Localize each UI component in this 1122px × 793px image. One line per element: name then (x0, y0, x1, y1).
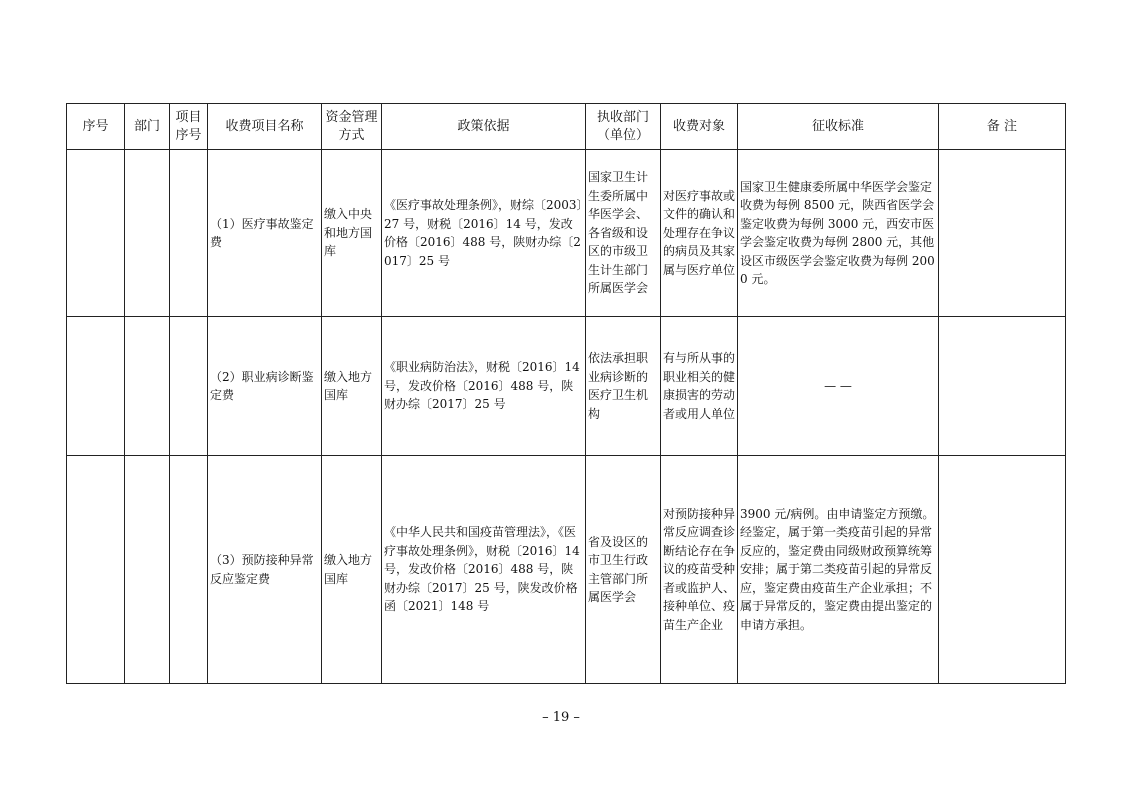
cell-collector: 国家卫生计生委所属中华医学会、各省级和设区的市级卫生计生部门所属医学会 (586, 150, 661, 317)
header-target: 收费对象 (661, 104, 738, 150)
cell-collector: 省及设区的市卫生行政主管部门所属医学会 (586, 456, 661, 684)
header-collector: 执收部门（单位） (586, 104, 661, 150)
cell-remark (939, 150, 1066, 317)
header-item-name: 收费项目名称 (208, 104, 322, 150)
cell-dept (125, 150, 170, 317)
header-policy: 政策依据 (382, 104, 586, 150)
cell-item-name: （3）预防接种异常反应鉴定费 (208, 456, 322, 684)
cell-policy: 《职业病防治法》，财税〔2016〕14 号，发改价格〔2016〕488 号，陕财办综〔2017〕25 号 (382, 317, 586, 456)
cell-item-seq (170, 317, 208, 456)
header-dept: 部门 (125, 104, 170, 150)
header-fund-mgmt: 资金管理方式 (322, 104, 382, 150)
cell-seq (67, 150, 125, 317)
cell-remark (939, 456, 1066, 684)
cell-policy: 《医疗事故处理条例》，财综〔2003〕27 号，财税〔2016〕14 号，发改价格〔2016〕488 号，陕财办综〔2017〕25 号 (382, 150, 586, 317)
cell-dept (125, 317, 170, 456)
header-remark: 备 注 (939, 104, 1066, 150)
cell-remark (939, 317, 1066, 456)
header-standard: 征收标准 (738, 104, 939, 150)
cell-seq (67, 317, 125, 456)
cell-fund-mgmt: 缴入中央和地方国库 (322, 150, 382, 317)
cell-standard: 国家卫生健康委所属中华医学会鉴定收费为每例 8500 元，陕西省医学会鉴定收费为每例 3000 元，西安市医学会鉴定收费为每例 2800 元，其他设区市级医学会鉴定收费为每例 2000 元。 (738, 150, 939, 317)
cell-dept (125, 456, 170, 684)
cell-policy: 《中华人民共和国疫苗管理法》，《医疗事故处理条例》，财税〔2016〕14 号，发改价格〔2016〕488 号，陕财办综〔2017〕25 号，陕发改价格函〔2021〕148 号 (382, 456, 586, 684)
table-header-row (67, 104, 1066, 150)
cell-standard: 3900 元/病例。由申请鉴定方预缴。经鉴定，属于第一类疫苗引起的异常反应的，鉴定费由同级财政预算统筹安排；属于第二类疫苗引起的异常反应，鉴定费由疫苗生产企业承担；不属于异常反的，鉴定费由提出鉴定的申请方承担。 (738, 456, 939, 684)
table-row (67, 150, 1066, 317)
cell-item-name: （1）医疗事故鉴定费 (208, 150, 322, 317)
cell-seq (67, 456, 125, 684)
cell-standard: — — (738, 317, 939, 456)
cell-target: 有与所从事的职业相关的健康损害的劳动者或用人单位 (661, 317, 738, 456)
header-seq: 序号 (67, 104, 125, 150)
cell-item-seq (170, 456, 208, 684)
cell-target: 对医疗事故或文件的确认和处理存在争议的病员及其家属与医疗单位 (661, 150, 738, 317)
header-item-seq: 项目序号 (170, 104, 208, 150)
cell-item-seq (170, 150, 208, 317)
cell-collector: 依法承担职业病诊断的医疗卫生机构 (586, 317, 661, 456)
cell-fund-mgmt: 缴入地方国库 (322, 317, 382, 456)
page-number: – 19 – (542, 710, 580, 725)
table-row (67, 456, 1066, 684)
cell-fund-mgmt: 缴入地方国库 (322, 456, 382, 684)
fee-table (66, 103, 1066, 684)
cell-target: 对预防接种异常反应调查诊断结论存在争议的疫苗受种者或监护人、接种单位、疫苗生产企业 (661, 456, 738, 684)
cell-item-name: （2）职业病诊断鉴定费 (208, 317, 322, 456)
table-row (67, 317, 1066, 456)
